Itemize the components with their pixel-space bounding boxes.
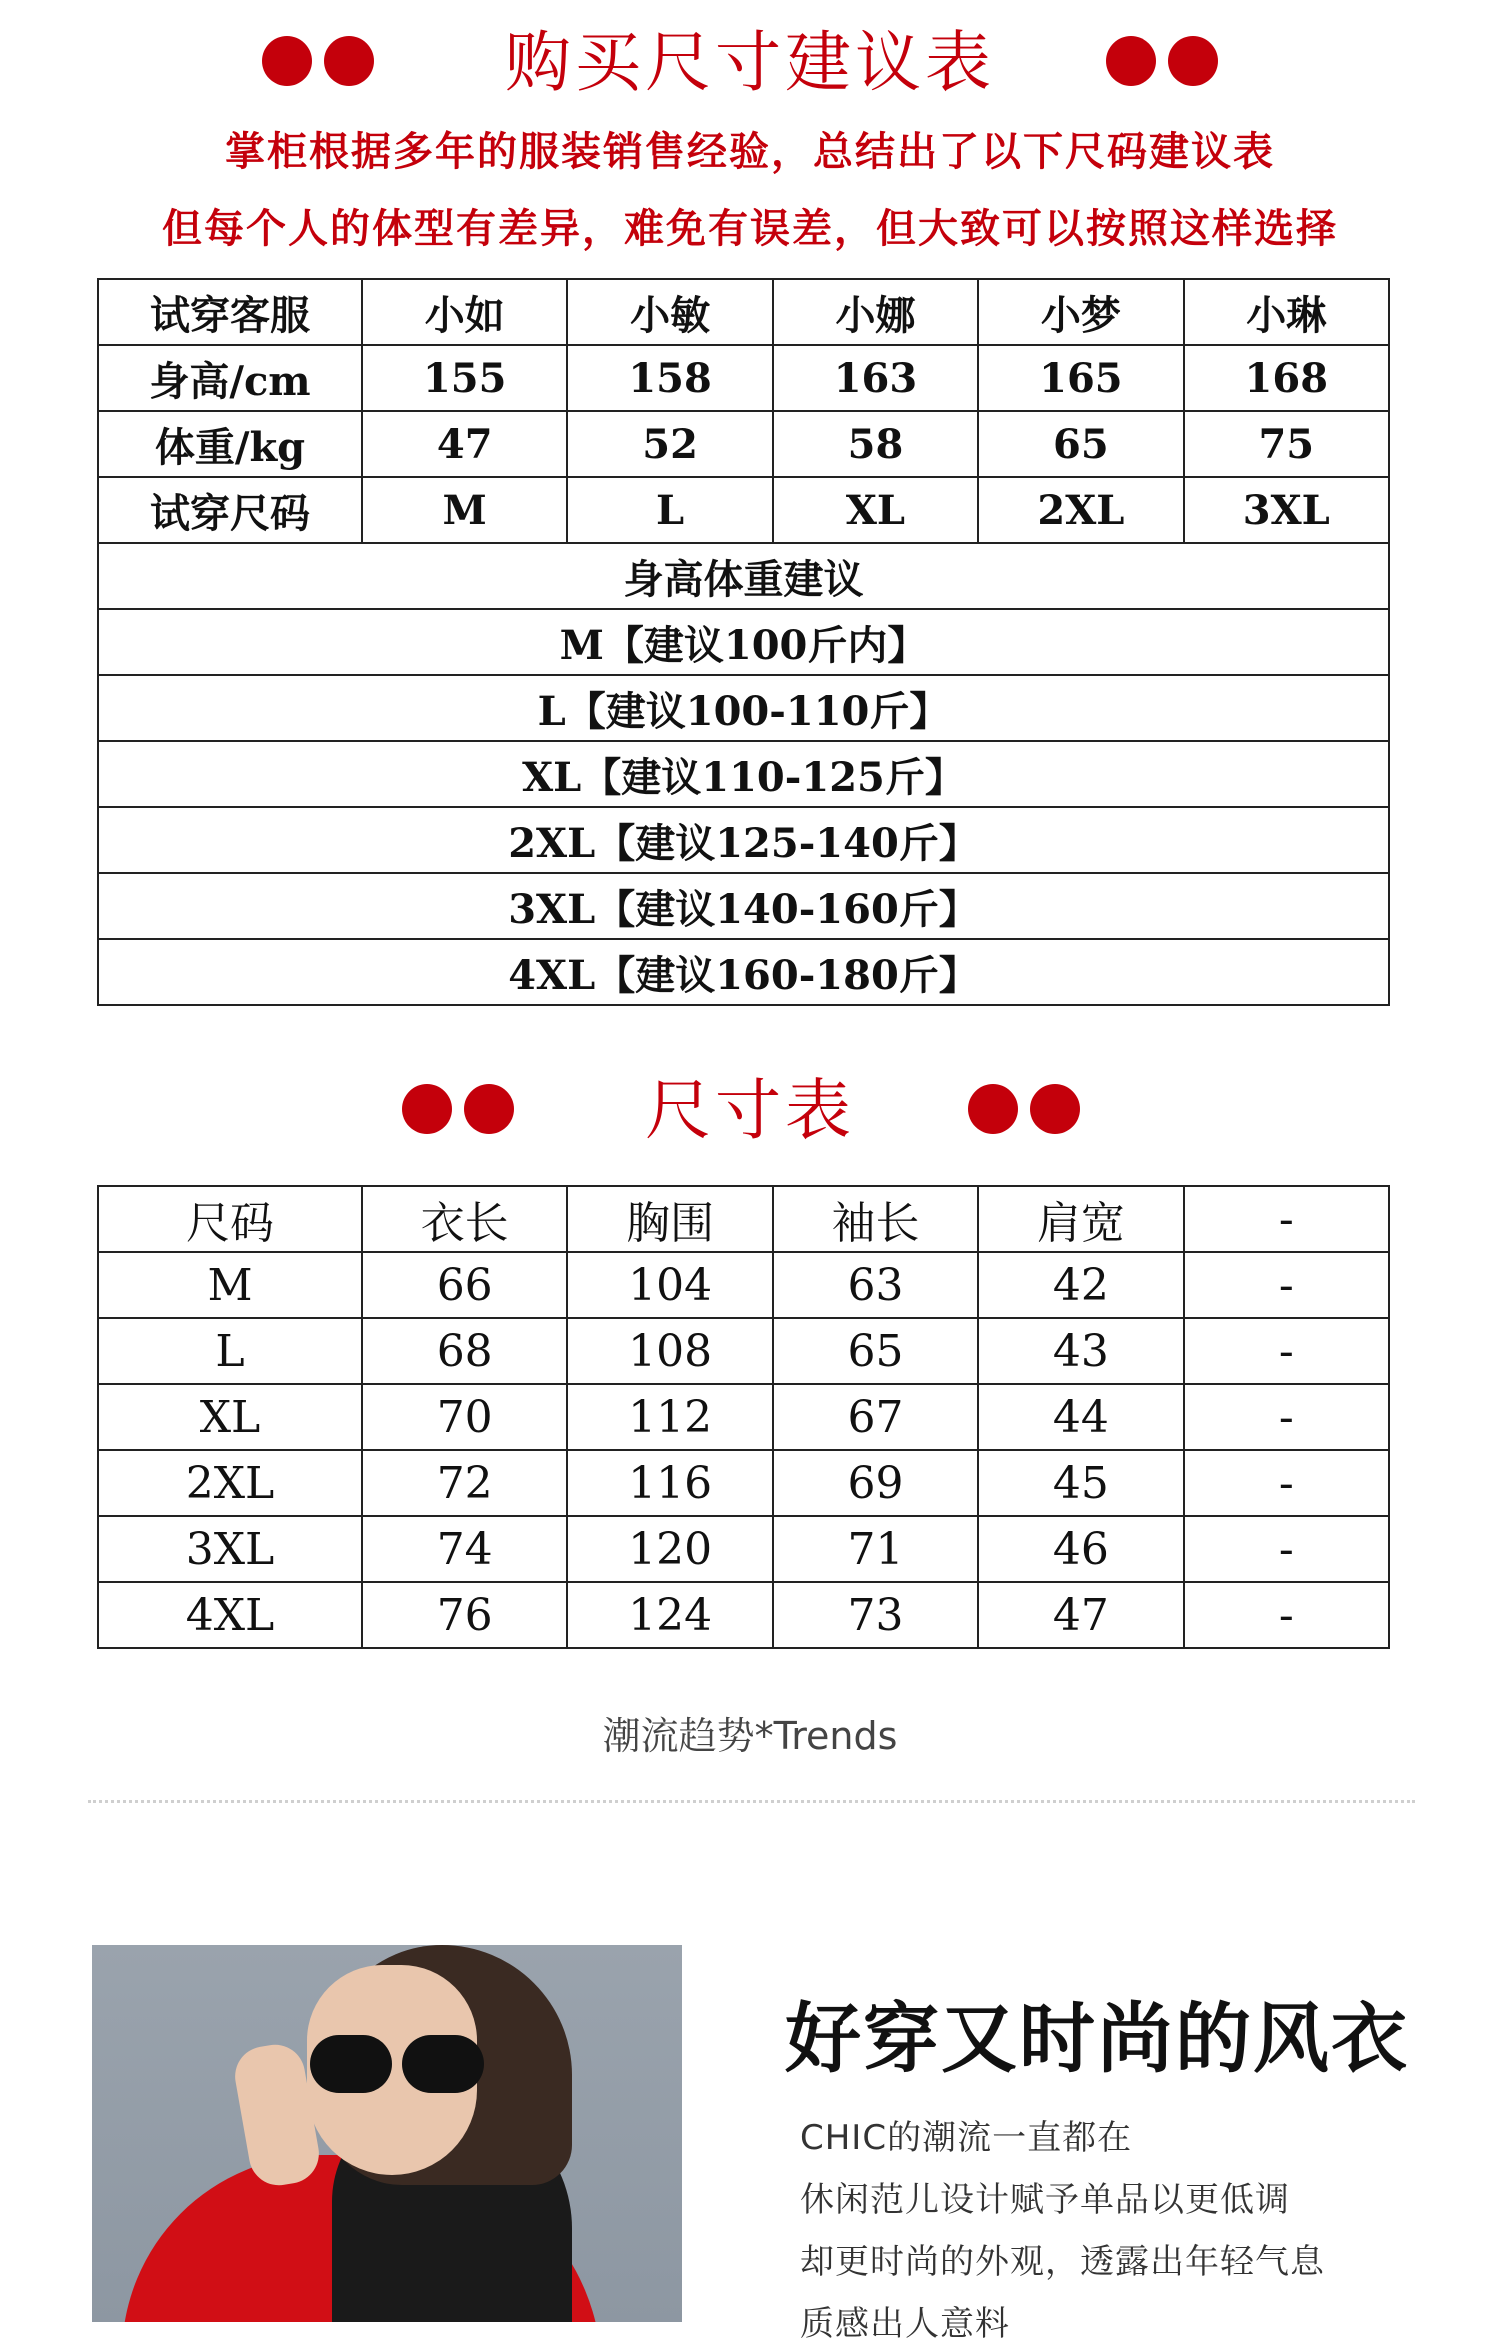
- table-row: [98, 1516, 1389, 1582]
- promo-line: 质感出人意料: [800, 2304, 1010, 2344]
- table-cell: 120: [567, 1516, 772, 1582]
- intro-line-1: 掌柜根据多年的服装销售经验，总结出了以下尺码建议表: [225, 128, 1275, 175]
- table-row: [98, 477, 1389, 543]
- recommend-title-bar: [0, 8, 1500, 118]
- table-row: [98, 1450, 1389, 1516]
- advice-cell: XL【建议110-125斤】: [98, 741, 1389, 807]
- red-dot: [1106, 36, 1156, 86]
- table-cell: 58: [773, 411, 978, 477]
- right-dots-decoration: [968, 1084, 1080, 1134]
- table-cell: 104: [567, 1252, 772, 1318]
- table-cell: 47: [362, 411, 567, 477]
- table-cell: 108: [567, 1318, 772, 1384]
- table-cell: -: [1184, 1516, 1389, 1582]
- table-cell: 3XL: [1184, 477, 1389, 543]
- table-cell: 68: [362, 1318, 567, 1384]
- table-cell: 65: [773, 1318, 978, 1384]
- sunglasses-icon: [292, 2035, 492, 2095]
- header-cell: -: [1184, 1186, 1389, 1252]
- table-cell: 体重/kg: [98, 411, 362, 477]
- table-cell: 71: [773, 1516, 978, 1582]
- table-cell: 158: [567, 345, 772, 411]
- advice-cell: 2XL【建议125-140斤】: [98, 807, 1389, 873]
- table-cell: 168: [1184, 345, 1389, 411]
- red-dot: [968, 1084, 1018, 1134]
- red-dot: [1030, 1084, 1080, 1134]
- advice-cell: M【建议100斤内】: [98, 609, 1389, 675]
- table-cell: 43: [978, 1318, 1183, 1384]
- table-row: [98, 345, 1389, 411]
- table-cell: 2XL: [98, 1450, 362, 1516]
- promo-line: CHIC的潮流一直都在: [800, 2118, 1133, 2158]
- table-cell: M: [362, 477, 567, 543]
- table-row: [98, 675, 1389, 741]
- table-row: [98, 939, 1389, 1005]
- size-chart-table: [97, 1185, 1390, 1649]
- table-cell: 74: [362, 1516, 567, 1582]
- table-row: [98, 609, 1389, 675]
- table-row: [98, 1582, 1389, 1648]
- table-cell: 70: [362, 1384, 567, 1450]
- table-row: [98, 741, 1389, 807]
- table-row: [98, 873, 1389, 939]
- dotted-divider: [88, 1800, 1415, 1803]
- table-cell: 165: [978, 345, 1183, 411]
- promo-line: 却更时尚的外观，透露出年轻气息: [800, 2242, 1325, 2282]
- advice-cell: 4XL【建议160-180斤】: [98, 939, 1389, 1005]
- table-cell: 112: [567, 1384, 772, 1450]
- table-cell: 小梦: [978, 279, 1183, 345]
- table-cell: 116: [567, 1450, 772, 1516]
- table-cell: 小敏: [567, 279, 772, 345]
- table-cell: 3XL: [98, 1516, 362, 1582]
- trends-caption: 潮流趋势*Trends: [602, 1714, 898, 1758]
- table-cell: 小如: [362, 279, 567, 345]
- table-row: [98, 1318, 1389, 1384]
- table-cell: 73: [773, 1582, 978, 1648]
- table-row: [98, 1252, 1389, 1318]
- header-cell: 肩宽: [978, 1186, 1183, 1252]
- table-row: [98, 411, 1389, 477]
- table-cell: 47: [978, 1582, 1183, 1648]
- table-cell: 45: [978, 1450, 1183, 1516]
- table-cell: 44: [978, 1384, 1183, 1450]
- table-cell: 69: [773, 1450, 978, 1516]
- table-cell: 42: [978, 1252, 1183, 1318]
- header-cell: 衣长: [362, 1186, 567, 1252]
- table-cell: M: [98, 1252, 362, 1318]
- promo-slogan: 好穿又时尚的风衣: [785, 1994, 1409, 2083]
- recommend-table: [97, 278, 1390, 1006]
- table-cell: 2XL: [978, 477, 1183, 543]
- table-cell: 试穿客服: [98, 279, 362, 345]
- promo-line: 休闲范儿设计赋予单品以更低调: [800, 2180, 1290, 2220]
- table-cell: 65: [978, 411, 1183, 477]
- table-row: [98, 1384, 1389, 1450]
- table-cell: 4XL: [98, 1582, 362, 1648]
- table-cell: L: [567, 477, 772, 543]
- advice-cell: L【建议100-110斤】: [98, 675, 1389, 741]
- table-cell: 66: [362, 1252, 567, 1318]
- table-cell: 小琳: [1184, 279, 1389, 345]
- table-cell: L: [98, 1318, 362, 1384]
- table-row: [98, 279, 1389, 345]
- table-cell: -: [1184, 1318, 1389, 1384]
- advice-cell: 3XL【建议140-160斤】: [98, 873, 1389, 939]
- header-cell: 袖长: [773, 1186, 978, 1252]
- table-row: [98, 807, 1389, 873]
- header-cell: 尺码: [98, 1186, 362, 1252]
- table-cell: 76: [362, 1582, 567, 1648]
- red-dot: [1168, 36, 1218, 86]
- advice-header-cell: 身高体重建议: [98, 543, 1389, 609]
- intro-line-2: 但每个人的体型有差异，难免有误差，但大致可以按照这样选择: [162, 205, 1338, 252]
- size-chart-title: 尺寸表: [645, 1072, 855, 1149]
- table-cell: 67: [773, 1384, 978, 1450]
- model-photo: [92, 1945, 682, 2322]
- table-cell: -: [1184, 1384, 1389, 1450]
- recommend-title: 购买尺寸建议表: [505, 24, 995, 101]
- table-cell: 155: [362, 345, 567, 411]
- table-row: [98, 543, 1389, 609]
- table-cell: -: [1184, 1252, 1389, 1318]
- table-header-row: [98, 1186, 1389, 1252]
- table-cell: 124: [567, 1582, 772, 1648]
- table-cell: XL: [98, 1384, 362, 1450]
- table-cell: 小娜: [773, 279, 978, 345]
- table-cell: -: [1184, 1450, 1389, 1516]
- table-cell: 163: [773, 345, 978, 411]
- table-cell: 72: [362, 1450, 567, 1516]
- table-cell: 52: [567, 411, 772, 477]
- size-chart-title-bar: [0, 1056, 1500, 1166]
- right-dots-decoration: [1106, 36, 1218, 86]
- header-cell: 胸围: [567, 1186, 772, 1252]
- table-cell: 75: [1184, 411, 1389, 477]
- table-cell: 46: [978, 1516, 1183, 1582]
- table-cell: 身高/cm: [98, 345, 362, 411]
- table-cell: 63: [773, 1252, 978, 1318]
- table-cell: 试穿尺码: [98, 477, 362, 543]
- table-cell: -: [1184, 1582, 1389, 1648]
- table-cell: XL: [773, 477, 978, 543]
